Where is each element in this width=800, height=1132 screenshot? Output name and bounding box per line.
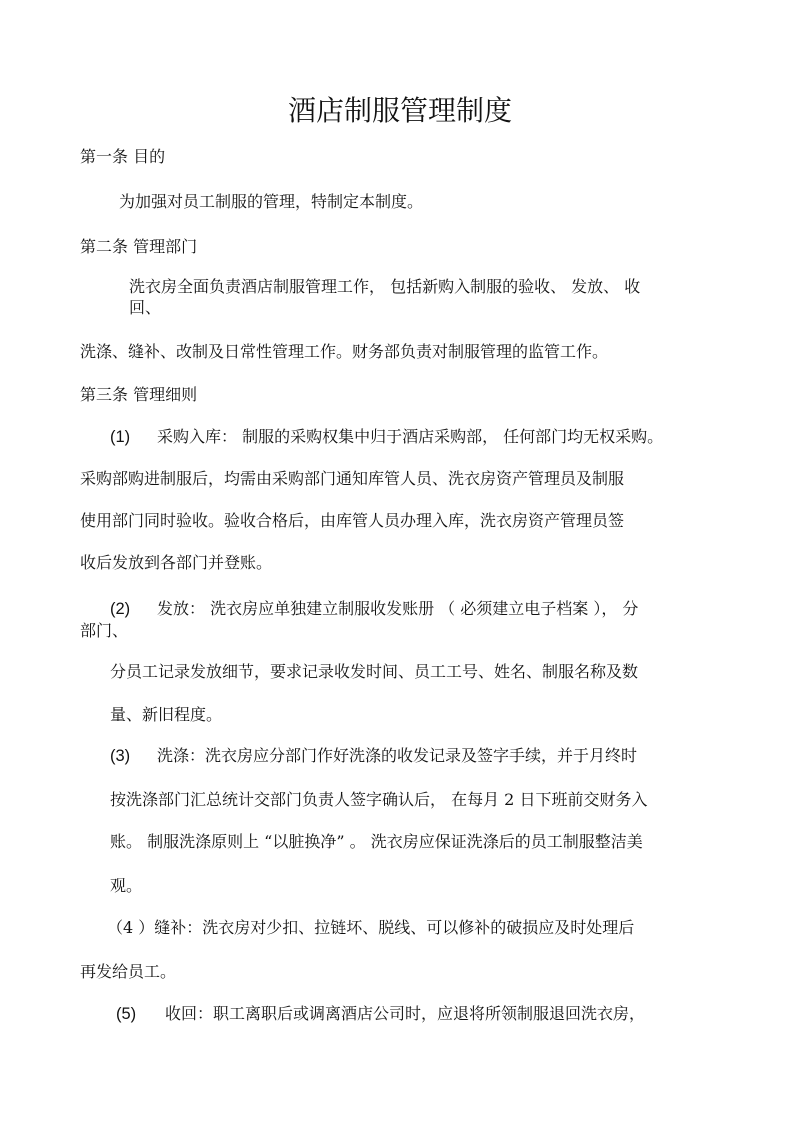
article-1-heading: 第一条 目的 (80, 147, 166, 166)
item-1-line-1: 采购入库： 制服的采购权集中归于酒店采购部， 任何部门均无权采购。 (157, 427, 664, 446)
item-5-number: (5) (116, 1005, 137, 1023)
article-2-line-2: 回、 (129, 298, 162, 317)
item-1-line-2: 采购部购进制服后，均需由采购部门通知库管人员、洗衣房资产管理员及制服 (80, 469, 625, 488)
document-title: 酒店制服管理制度 (287, 94, 512, 127)
item-2-number: (2) (110, 600, 131, 618)
article-2-line-3: 洗涤、缝补、改制及日常性管理工作。财务部负责对制服管理的监管工作。 (80, 342, 609, 361)
article-3-heading: 第三条 管理细则 (80, 385, 198, 404)
item-1-number: (1) (110, 428, 131, 446)
item-3-number: (3) (110, 747, 131, 765)
item-2-line-1: 发放： 洗衣房应单独建立制服收发账册 （ 必须建立电子档案 ）， 分 (157, 599, 639, 618)
item-4-line-1: （4 ）缝补：洗衣房对少扣、拉链坏、脱线、可以修补的破损应及时处理后 (107, 918, 635, 937)
item-5-line-1: 收回：职工离职后或调离酒店公司时，应退将所领制服退回洗衣房， (165, 1004, 646, 1023)
item-3-line-1: 洗涤：洗衣房应分部门作好洗涤的收发记录及签字手续，并于月终时 (157, 746, 638, 765)
article-1-text: 为加强对员工制服的管理，特制定本制度。 (119, 192, 424, 211)
item-3-line-2: 按洗涤部门汇总统计交部门负责人签字确认后， 在每月 2 日下班前交财务入 (110, 790, 648, 809)
item-4-line-2: 再发给员工。 (80, 962, 177, 981)
item-2-line-4: 量、新旧程度。 (110, 705, 223, 724)
item-1-line-4: 收后发放到各部门并登账。 (80, 553, 273, 572)
item-2-line-3: 分员工记录发放细节，要求记录收发时间、员工工号、姓名、制服名称及数 (110, 662, 639, 681)
item-1-line-3: 使用部门同时验收。验收合格后，由库管人员办理入库，洗衣房资产管理员签 (80, 511, 625, 530)
article-2-heading: 第二条 管理部门 (80, 237, 198, 256)
item-3-line-3: 账。 制服洗涤原则上 “以脏换净” 。 洗衣房应保证洗涤后的员工制服整洁美 (110, 832, 643, 851)
item-2-line-2: 部门、 (80, 621, 129, 640)
article-2-line-1: 洗衣房全面负责酒店制服管理工作， 包括新购入制服的验收、 发放、 收 (129, 277, 641, 296)
item-3-line-4: 观。 (110, 876, 143, 895)
